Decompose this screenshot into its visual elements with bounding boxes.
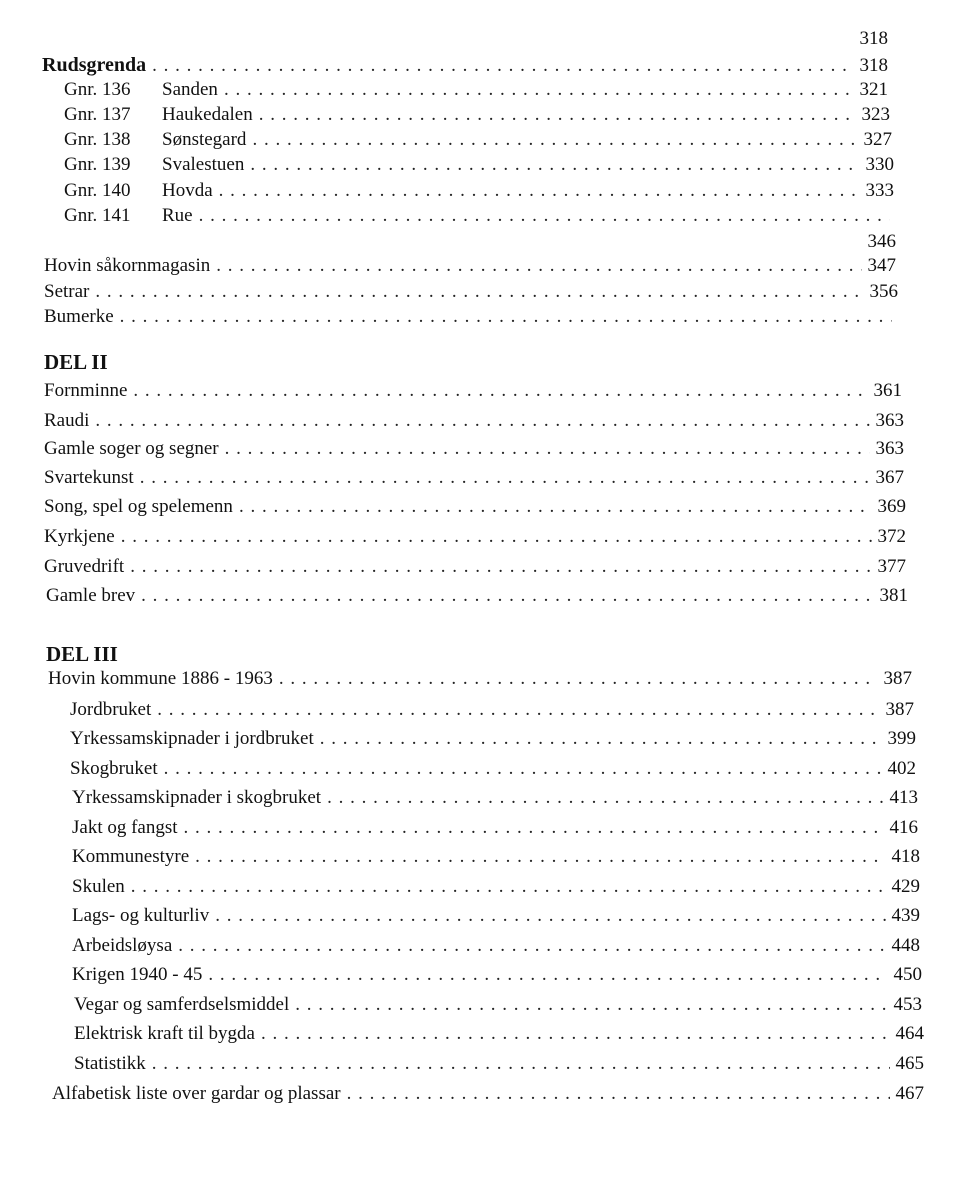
toc-row (72, 905, 920, 927)
entry-title: Kommunestyre (72, 846, 190, 867)
toc-row-main (48, 668, 912, 690)
farm-name: Sanden (162, 79, 218, 100)
toc-row (72, 964, 922, 986)
page-number: 399 (887, 728, 916, 749)
section-row-rudsgrenda (42, 54, 888, 77)
toc-row-farm (64, 205, 896, 227)
dot-leader (141, 585, 873, 607)
toc-row (44, 467, 904, 489)
farm-name: Hovda (162, 180, 213, 201)
page-number: 387 (885, 699, 914, 720)
page-number: 333 (865, 180, 894, 201)
page-number: 327 (863, 129, 892, 150)
page-number: 323 (861, 104, 890, 125)
entry-title: Lags- og kulturliv (72, 905, 210, 926)
entry-title: Song, spel og spelemenn (44, 496, 233, 517)
page-number: 464 (895, 1023, 924, 1044)
dot-leader (215, 905, 885, 927)
toc-row (70, 728, 916, 750)
dot-leader (224, 79, 854, 101)
entry-title: Bumerke (44, 306, 114, 327)
dot-leader (184, 817, 884, 839)
page-number: 372 (877, 526, 906, 547)
toc-row (46, 585, 908, 607)
entry-title: Gamle brev (46, 585, 136, 606)
entry-title: Svartekunst (44, 467, 134, 488)
farm-name: Svalestuen (162, 154, 245, 175)
page-number: 429 (891, 876, 920, 897)
dot-leader (208, 964, 887, 986)
toc-row-misc (44, 281, 898, 303)
dot-leader (199, 205, 890, 227)
farm-gnr: Gnr. 136 (64, 79, 131, 100)
page-number: 387 (883, 668, 912, 689)
farm-gnr: Gnr. 141 (64, 205, 131, 226)
page-number: 363 (875, 438, 904, 459)
toc-row (72, 787, 918, 809)
toc-row (72, 817, 918, 839)
page-number: 377 (877, 556, 906, 577)
entry-title: Elektrisk kraft til bygda (74, 1023, 255, 1044)
dot-leader (120, 306, 892, 328)
entry-title: Skulen (72, 876, 125, 897)
entry-title: Gamle soger og segner (44, 438, 219, 459)
toc-row (72, 846, 920, 868)
farm-gnr: Gnr. 140 (64, 180, 131, 201)
dot-leader (252, 129, 857, 151)
page-number: 347 (867, 255, 896, 276)
dot-leader (157, 699, 879, 721)
toc-row-final (52, 1083, 924, 1105)
dot-leader (295, 994, 887, 1016)
section-heading-del-2: DEL II (44, 350, 108, 374)
toc-row-farm (64, 180, 894, 202)
dot-leader (279, 668, 878, 690)
entry-title: Vegar og samferdselsmiddel (74, 994, 290, 1015)
farm-gnr: Gnr. 137 (64, 104, 131, 125)
toc-row (44, 556, 906, 578)
entry-title: Skogbruket (70, 758, 158, 779)
page-number: 367 (875, 467, 904, 488)
toc-row-farm (64, 154, 894, 176)
page-number: 416 (889, 817, 918, 838)
entry-title: Yrkessamskipnader i jordbruket (70, 728, 314, 749)
farm-gnr: Gnr. 138 (64, 129, 131, 150)
page-number: 318 (859, 55, 888, 76)
dot-leader (133, 380, 867, 402)
farm-gnr: Gnr. 139 (64, 154, 131, 175)
entry-title: Krigen 1940 - 45 (72, 964, 203, 985)
toc-row (74, 1023, 924, 1045)
dot-leader (219, 180, 860, 202)
toc-row-misc (44, 255, 896, 277)
farm-name: Rue (162, 205, 193, 226)
page-number: 381 (879, 585, 908, 606)
dot-leader (121, 526, 872, 548)
entry-title: Hovin såkornmagasin (44, 255, 211, 276)
entry-title: Arbeidsløysa (72, 935, 173, 956)
dot-leader (164, 758, 882, 780)
toc-row-farm (64, 129, 892, 151)
page-number: 453 (893, 994, 922, 1015)
entry-title: Kyrkjene (44, 526, 115, 547)
toc-row (74, 1053, 924, 1075)
page-number: 346 (867, 231, 896, 252)
page-number: 413 (889, 787, 918, 808)
page-number: 418 (891, 846, 920, 867)
entry-title: Alfabetisk liste over gardar og plassar (52, 1083, 341, 1104)
farm-name: Sønstegard (162, 129, 247, 150)
entry-title: Setrar (44, 281, 90, 302)
dot-leader (195, 846, 885, 868)
page-number: 465 (895, 1053, 924, 1074)
dot-leader (95, 281, 863, 303)
toc-row-farm (64, 79, 888, 101)
dot-leader (347, 1083, 890, 1105)
farm-name: Haukedalen (162, 104, 253, 125)
page-number: 448 (891, 935, 920, 956)
entry-title: Yrkessamskipnader i skogbruket (72, 787, 322, 808)
dot-leader (152, 55, 853, 77)
dot-leader (140, 467, 870, 489)
page-number: 321 (859, 79, 888, 100)
section-title: Rudsgrenda (42, 54, 147, 76)
page-number: 330 (865, 154, 894, 175)
dot-leader (216, 255, 861, 277)
entry-title: Jakt og fangst (72, 817, 178, 838)
dot-leader (250, 154, 859, 176)
page-number: 369 (877, 496, 906, 517)
dot-leader (320, 728, 882, 750)
page-number: 356 (869, 281, 898, 302)
entry-title: Jordbruket (70, 699, 152, 720)
dot-leader (131, 876, 886, 898)
page-number: 450 (893, 964, 922, 985)
toc-row (44, 410, 904, 432)
page-number: 439 (891, 905, 920, 926)
entry-title: Gruvedrift (44, 556, 125, 577)
page-number: 318 (859, 28, 888, 49)
page-number: 363 (875, 410, 904, 431)
section-heading-del-3: DEL III (46, 642, 118, 666)
toc-row (72, 935, 920, 957)
entry-title: Raudi (44, 410, 90, 431)
dot-leader (130, 556, 871, 578)
toc-row (44, 438, 904, 460)
toc-row-farm (64, 104, 890, 126)
entry-title: Fornminne (44, 380, 128, 401)
dot-leader (327, 787, 883, 809)
dot-leader (239, 496, 872, 518)
toc-row (72, 876, 920, 898)
dot-leader (178, 935, 885, 957)
entry-title: Statistikk (74, 1053, 146, 1074)
dot-leader (95, 410, 869, 432)
toc-row (44, 496, 906, 518)
entry-title: Hovin kommune 1886 - 1963 (48, 668, 273, 689)
toc-row (74, 994, 922, 1016)
toc-row (44, 380, 902, 402)
toc-row (70, 699, 914, 721)
toc-row-misc (44, 306, 898, 328)
dot-leader (261, 1023, 890, 1045)
toc-row (70, 758, 916, 780)
page-number: 467 (895, 1083, 924, 1104)
dot-leader (152, 1053, 890, 1075)
page-number: 402 (887, 758, 916, 779)
dot-leader (259, 104, 856, 126)
toc-row (44, 526, 906, 548)
page-number: 361 (873, 380, 902, 401)
dot-leader (225, 438, 870, 460)
